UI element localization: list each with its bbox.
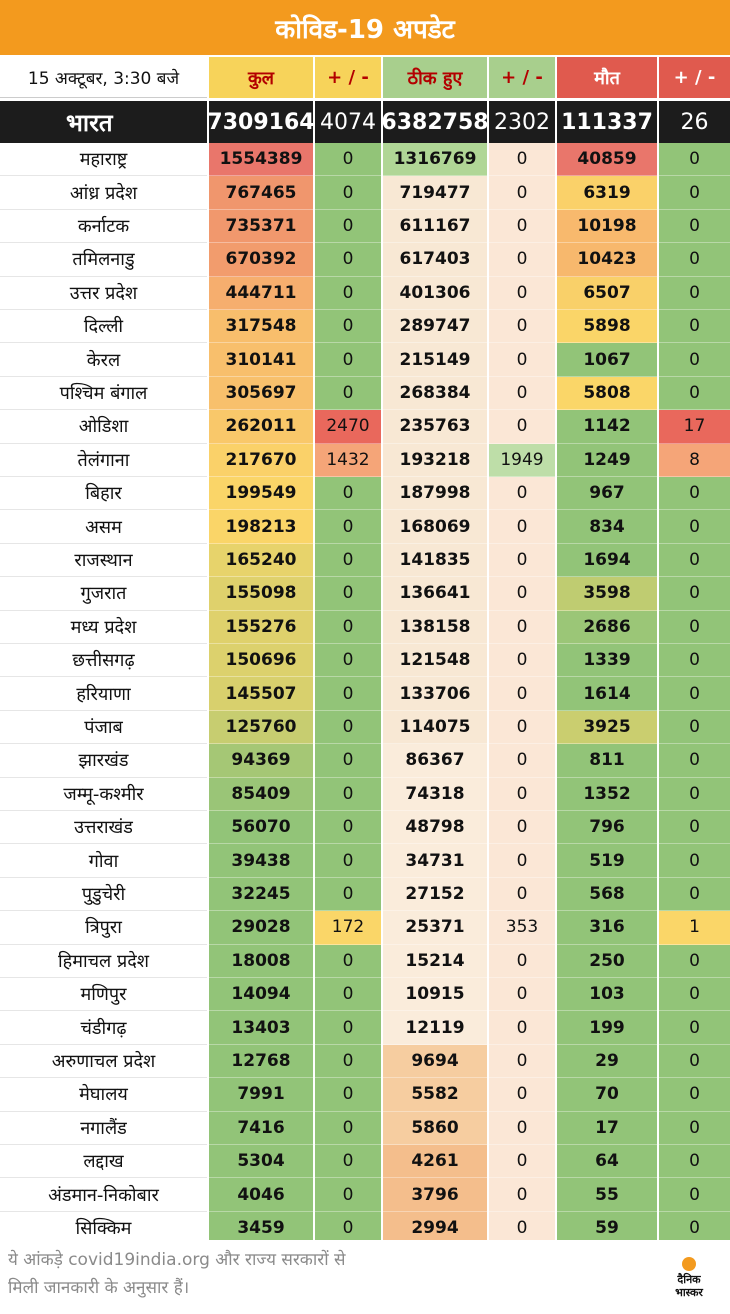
cell-total-change: 0 xyxy=(315,811,381,844)
cell-total: 199549 xyxy=(209,477,313,510)
dainik-bhaskar-logo xyxy=(658,1250,720,1306)
cell-total-change: 0 xyxy=(315,978,381,1011)
cell-recovered-change: 0 xyxy=(489,544,555,577)
header-deaths: मौत xyxy=(557,57,657,98)
logo-line2: भास्कर xyxy=(675,1286,703,1299)
cell-deaths: 103 xyxy=(557,978,657,1011)
cell-total: 3459 xyxy=(209,1212,313,1245)
table-row xyxy=(0,644,730,677)
cell-recovered: 5860 xyxy=(383,1112,487,1145)
cell-total: 305697 xyxy=(209,377,313,410)
cell-deaths-change: 0 xyxy=(659,677,730,710)
cell-deaths: 834 xyxy=(557,510,657,543)
cell-deaths: 64 xyxy=(557,1145,657,1178)
cell-deaths: 10198 xyxy=(557,210,657,243)
cell-recovered: 5582 xyxy=(383,1078,487,1111)
cell-name: तेलंगाना xyxy=(0,444,207,477)
cell-total: 155098 xyxy=(209,577,313,610)
cell-recovered-change: 0 xyxy=(489,1178,555,1211)
table-row xyxy=(0,477,730,510)
cell-deaths: 70 xyxy=(557,1078,657,1111)
cell-recovered-change: 1949 xyxy=(489,444,555,477)
table-row xyxy=(0,611,730,644)
cell-recovered-change: 0 xyxy=(489,844,555,877)
cell-deaths: 17 xyxy=(557,1112,657,1145)
cell-total-change: 0 xyxy=(315,611,381,644)
cell-name: गुजरात xyxy=(0,577,207,610)
cell-total-change: 0 xyxy=(315,711,381,744)
table-row xyxy=(0,343,730,376)
india-recovered: 6382758 xyxy=(383,101,487,143)
cell-recovered: 27152 xyxy=(383,878,487,911)
cell-recovered: 187998 xyxy=(383,477,487,510)
table-row xyxy=(0,778,730,811)
cell-name: छत्तीसगढ़ xyxy=(0,644,207,677)
cell-total: 85409 xyxy=(209,778,313,811)
cell-total-change: 0 xyxy=(315,310,381,343)
cell-recovered-change: 0 xyxy=(489,711,555,744)
cell-deaths: 1352 xyxy=(557,778,657,811)
cell-deaths: 29 xyxy=(557,1045,657,1078)
cell-name: ओडिशा xyxy=(0,410,207,443)
cell-deaths: 568 xyxy=(557,878,657,911)
cell-deaths: 1614 xyxy=(557,677,657,710)
cell-recovered: 289747 xyxy=(383,310,487,343)
cell-recovered: 141835 xyxy=(383,544,487,577)
cell-deaths: 1067 xyxy=(557,343,657,376)
cell-name: लद्दाख xyxy=(0,1145,207,1178)
table-row xyxy=(0,978,730,1011)
cell-total-change: 0 xyxy=(315,1011,381,1044)
cell-total: 7416 xyxy=(209,1112,313,1145)
cell-total-change: 0 xyxy=(315,744,381,777)
cell-recovered-change: 0 xyxy=(489,477,555,510)
cell-recovered: 617403 xyxy=(383,243,487,276)
cell-recovered: 114075 xyxy=(383,711,487,744)
cell-deaths-change: 0 xyxy=(659,611,730,644)
cell-total: 5304 xyxy=(209,1145,313,1178)
cell-deaths-change: 0 xyxy=(659,1178,730,1211)
cell-deaths-change: 0 xyxy=(659,945,730,978)
cell-recovered: 12119 xyxy=(383,1011,487,1044)
table-row xyxy=(0,911,730,944)
cell-recovered-change: 353 xyxy=(489,911,555,944)
cell-recovered: 136641 xyxy=(383,577,487,610)
cell-total: 4046 xyxy=(209,1178,313,1211)
cell-recovered-change: 0 xyxy=(489,945,555,978)
cell-total: 39438 xyxy=(209,844,313,877)
table-row xyxy=(0,577,730,610)
table-row xyxy=(0,377,730,410)
table-row xyxy=(0,210,730,243)
cell-total: 767465 xyxy=(209,176,313,209)
cell-name: उत्तराखंड xyxy=(0,811,207,844)
cell-deaths: 2686 xyxy=(557,611,657,644)
cell-deaths: 6319 xyxy=(557,176,657,209)
cell-deaths-change: 1 xyxy=(659,911,730,944)
cell-total-change: 0 xyxy=(315,510,381,543)
cell-total-change: 0 xyxy=(315,1078,381,1111)
cell-name: मेघालय xyxy=(0,1078,207,1111)
cell-recovered-change: 0 xyxy=(489,310,555,343)
cell-deaths: 199 xyxy=(557,1011,657,1044)
cell-name: हरियाणा xyxy=(0,677,207,710)
cell-total-change: 0 xyxy=(315,1112,381,1145)
cell-deaths-change: 0 xyxy=(659,544,730,577)
header-total: कुल xyxy=(209,57,313,98)
cell-name: असम xyxy=(0,510,207,543)
cell-total-change: 0 xyxy=(315,677,381,710)
cell-total: 32245 xyxy=(209,878,313,911)
cell-name: उत्तर प्रदेश xyxy=(0,277,207,310)
cell-recovered-change: 0 xyxy=(489,744,555,777)
cell-total: 56070 xyxy=(209,811,313,844)
cell-total-change: 1432 xyxy=(315,444,381,477)
cell-total-change: 0 xyxy=(315,377,381,410)
table-row xyxy=(0,176,730,209)
cell-name: त्रिपुरा xyxy=(0,911,207,944)
cell-recovered-change: 0 xyxy=(489,577,555,610)
cell-name: गोवा xyxy=(0,844,207,877)
cell-recovered: 138158 xyxy=(383,611,487,644)
cell-deaths-change: 0 xyxy=(659,644,730,677)
table-row xyxy=(0,310,730,343)
cell-recovered: 9694 xyxy=(383,1045,487,1078)
cell-total-change: 0 xyxy=(315,277,381,310)
cell-name: मणिपुर xyxy=(0,978,207,1011)
table-row xyxy=(0,711,730,744)
table-row xyxy=(0,1145,730,1178)
cell-total: 262011 xyxy=(209,410,313,443)
cell-recovered: 10915 xyxy=(383,978,487,1011)
cell-total: 1554389 xyxy=(209,143,313,176)
cell-recovered: 3796 xyxy=(383,1178,487,1211)
cell-total-change: 0 xyxy=(315,577,381,610)
cell-deaths-change: 0 xyxy=(659,844,730,877)
cell-deaths: 1249 xyxy=(557,444,657,477)
cell-recovered-change: 0 xyxy=(489,1011,555,1044)
cell-total-change: 0 xyxy=(315,844,381,877)
table-row xyxy=(0,143,730,176)
cell-deaths-change: 0 xyxy=(659,811,730,844)
column-header-row xyxy=(0,57,730,98)
cell-deaths: 40859 xyxy=(557,143,657,176)
cell-recovered-change: 0 xyxy=(489,1145,555,1178)
cell-total: 155276 xyxy=(209,611,313,644)
cell-name: आंध्र प्रदेश xyxy=(0,176,207,209)
cell-total: 18008 xyxy=(209,945,313,978)
table-row xyxy=(0,410,730,443)
logo-line1: दैनिक xyxy=(677,1273,701,1286)
cell-total: 12768 xyxy=(209,1045,313,1078)
cell-name: जम्मू-कश्मीर xyxy=(0,778,207,811)
cell-recovered: 268384 xyxy=(383,377,487,410)
cell-deaths-change: 0 xyxy=(659,1145,730,1178)
page-title: कोविड-19 अपडेट xyxy=(0,0,730,55)
table-row xyxy=(0,1045,730,1078)
cell-name: अरुणाचल प्रदेश xyxy=(0,1045,207,1078)
cell-deaths: 6507 xyxy=(557,277,657,310)
table-row xyxy=(0,1178,730,1211)
cell-recovered: 235763 xyxy=(383,410,487,443)
cell-deaths-change: 0 xyxy=(659,377,730,410)
cell-deaths-change: 0 xyxy=(659,277,730,310)
cell-deaths-change: 0 xyxy=(659,1112,730,1145)
sun-icon xyxy=(682,1257,696,1271)
cell-deaths: 5808 xyxy=(557,377,657,410)
cell-recovered-change: 0 xyxy=(489,143,555,176)
cell-recovered: 2994 xyxy=(383,1212,487,1245)
cell-total-change: 172 xyxy=(315,911,381,944)
cell-deaths-change: 0 xyxy=(659,210,730,243)
cell-total: 7991 xyxy=(209,1078,313,1111)
cell-recovered-change: 0 xyxy=(489,611,555,644)
cell-deaths: 1142 xyxy=(557,410,657,443)
cell-total-change: 0 xyxy=(315,644,381,677)
cell-deaths-change: 0 xyxy=(659,711,730,744)
table-row xyxy=(0,744,730,777)
cell-recovered-change: 0 xyxy=(489,210,555,243)
cell-total: 165240 xyxy=(209,544,313,577)
cell-name: तमिलनाडु xyxy=(0,243,207,276)
cell-recovered: 168069 xyxy=(383,510,487,543)
cell-deaths: 5898 xyxy=(557,310,657,343)
cell-deaths: 811 xyxy=(557,744,657,777)
cell-deaths-change: 0 xyxy=(659,1045,730,1078)
cell-total: 444711 xyxy=(209,277,313,310)
cell-deaths-change: 8 xyxy=(659,444,730,477)
cell-name: पंजाब xyxy=(0,711,207,744)
cell-total: 13403 xyxy=(209,1011,313,1044)
cell-deaths: 519 xyxy=(557,844,657,877)
cell-deaths-change: 0 xyxy=(659,176,730,209)
cell-deaths-change: 0 xyxy=(659,1212,730,1245)
cell-deaths-change: 0 xyxy=(659,310,730,343)
cell-total: 317548 xyxy=(209,310,313,343)
cell-total: 735371 xyxy=(209,210,313,243)
cell-deaths: 796 xyxy=(557,811,657,844)
cell-total: 94369 xyxy=(209,744,313,777)
cell-total-change: 0 xyxy=(315,1212,381,1245)
cell-total-change: 0 xyxy=(315,477,381,510)
cell-name: मध्य प्रदेश xyxy=(0,611,207,644)
cell-name: हिमाचल प्रदेश xyxy=(0,945,207,978)
cell-deaths-change: 0 xyxy=(659,577,730,610)
india-deaths-change: 26 xyxy=(659,101,730,143)
cell-recovered: 719477 xyxy=(383,176,487,209)
cell-deaths-change: 0 xyxy=(659,510,730,543)
india-total: 7309164 xyxy=(209,101,313,143)
table-row xyxy=(0,544,730,577)
cell-deaths-change: 0 xyxy=(659,778,730,811)
cell-recovered-change: 0 xyxy=(489,1078,555,1111)
cell-deaths: 3925 xyxy=(557,711,657,744)
table-row xyxy=(0,1112,730,1145)
cell-recovered-change: 0 xyxy=(489,343,555,376)
table-row xyxy=(0,1011,730,1044)
cell-deaths: 250 xyxy=(557,945,657,978)
cell-recovered: 74318 xyxy=(383,778,487,811)
table-row xyxy=(0,945,730,978)
cell-deaths-change: 0 xyxy=(659,143,730,176)
cell-deaths: 316 xyxy=(557,911,657,944)
cell-name: राजस्थान xyxy=(0,544,207,577)
cell-total-change: 0 xyxy=(315,544,381,577)
cell-recovered-change: 0 xyxy=(489,1212,555,1245)
cell-recovered-change: 0 xyxy=(489,978,555,1011)
cell-total-change: 0 xyxy=(315,945,381,978)
cell-recovered-change: 0 xyxy=(489,377,555,410)
cell-deaths-change: 0 xyxy=(659,1078,730,1111)
cell-deaths: 1339 xyxy=(557,644,657,677)
header-total-change: + / - xyxy=(315,57,381,98)
cell-total-change: 0 xyxy=(315,176,381,209)
table-row xyxy=(0,1078,730,1111)
cell-recovered-change: 0 xyxy=(489,176,555,209)
cell-recovered-change: 0 xyxy=(489,1112,555,1145)
header-recovered: ठीक हुए xyxy=(383,57,487,98)
cell-deaths-change: 0 xyxy=(659,744,730,777)
cell-deaths: 1694 xyxy=(557,544,657,577)
cell-total-change: 0 xyxy=(315,778,381,811)
cell-deaths-change: 0 xyxy=(659,343,730,376)
cell-recovered-change: 0 xyxy=(489,510,555,543)
cell-deaths-change: 0 xyxy=(659,978,730,1011)
cell-total: 150696 xyxy=(209,644,313,677)
cell-deaths-change: 0 xyxy=(659,1011,730,1044)
cell-name: नगालैंड xyxy=(0,1112,207,1145)
cell-recovered: 48798 xyxy=(383,811,487,844)
cell-deaths-change: 0 xyxy=(659,477,730,510)
table-row xyxy=(0,844,730,877)
cell-name: बिहार xyxy=(0,477,207,510)
cell-total-change: 0 xyxy=(315,343,381,376)
cell-name: पुडुचेरी xyxy=(0,878,207,911)
table-row xyxy=(0,811,730,844)
source-note-line1: ये आंकड़े covid19india.org और राज्य सरकारों से xyxy=(8,1250,346,1270)
table-row xyxy=(0,243,730,276)
cell-recovered: 25371 xyxy=(383,911,487,944)
india-total-row xyxy=(0,101,730,143)
cell-recovered: 611167 xyxy=(383,210,487,243)
table-row xyxy=(0,277,730,310)
cell-total: 14094 xyxy=(209,978,313,1011)
cell-recovered: 15214 xyxy=(383,945,487,978)
cell-total-change: 0 xyxy=(315,1178,381,1211)
cell-recovered-change: 0 xyxy=(489,410,555,443)
cell-name: अंडमान-निकोबार xyxy=(0,1178,207,1211)
cell-deaths-change: 17 xyxy=(659,410,730,443)
cell-deaths: 55 xyxy=(557,1178,657,1211)
cell-name: झारखंड xyxy=(0,744,207,777)
cell-name: सिक्किम xyxy=(0,1212,207,1245)
cell-deaths: 59 xyxy=(557,1212,657,1245)
cell-total: 125760 xyxy=(209,711,313,744)
header-recovered-change: + / - xyxy=(489,57,555,98)
cell-recovered-change: 0 xyxy=(489,1045,555,1078)
footer xyxy=(0,1240,730,1314)
cell-name: दिल्ली xyxy=(0,310,207,343)
cell-total: 29028 xyxy=(209,911,313,944)
cell-total-change: 2470 xyxy=(315,410,381,443)
table-row xyxy=(0,510,730,543)
cell-name: पश्चिम बंगाल xyxy=(0,377,207,410)
cell-recovered: 1316769 xyxy=(383,143,487,176)
cell-total-change: 0 xyxy=(315,1145,381,1178)
cell-recovered: 215149 xyxy=(383,343,487,376)
cell-recovered-change: 0 xyxy=(489,677,555,710)
cell-name: केरल xyxy=(0,343,207,376)
cell-recovered-change: 0 xyxy=(489,277,555,310)
cell-recovered: 34731 xyxy=(383,844,487,877)
table-row xyxy=(0,878,730,911)
cell-total: 310141 xyxy=(209,343,313,376)
cell-recovered: 133706 xyxy=(383,677,487,710)
cell-recovered-change: 0 xyxy=(489,243,555,276)
source-note xyxy=(8,1246,488,1302)
cell-deaths: 10423 xyxy=(557,243,657,276)
cell-recovered-change: 0 xyxy=(489,811,555,844)
cell-recovered-change: 0 xyxy=(489,878,555,911)
cell-total-change: 0 xyxy=(315,243,381,276)
source-note-line2: मिली जानकारी के अनुसार हैं। xyxy=(8,1278,190,1298)
cell-total-change: 0 xyxy=(315,210,381,243)
cell-total: 198213 xyxy=(209,510,313,543)
cell-recovered-change: 0 xyxy=(489,778,555,811)
cell-deaths-change: 0 xyxy=(659,243,730,276)
cell-total-change: 0 xyxy=(315,143,381,176)
india-total-change: 4074 xyxy=(315,101,381,143)
table-row xyxy=(0,677,730,710)
cell-total: 217670 xyxy=(209,444,313,477)
india-deaths: 111337 xyxy=(557,101,657,143)
cell-recovered: 4261 xyxy=(383,1145,487,1178)
cell-recovered: 121548 xyxy=(383,644,487,677)
cell-deaths-change: 0 xyxy=(659,878,730,911)
cell-recovered: 193218 xyxy=(383,444,487,477)
cell-recovered: 401306 xyxy=(383,277,487,310)
date-label: 15 अक्टूबर, 3:30 बजे xyxy=(0,57,207,98)
cell-total-change: 0 xyxy=(315,1045,381,1078)
cell-recovered: 86367 xyxy=(383,744,487,777)
cell-deaths: 3598 xyxy=(557,577,657,610)
india-recovered-change: 2302 xyxy=(489,101,555,143)
cell-deaths: 967 xyxy=(557,477,657,510)
cell-total-change: 0 xyxy=(315,878,381,911)
cell-name: चंडीगढ़ xyxy=(0,1011,207,1044)
cell-name: महाराष्ट्र xyxy=(0,143,207,176)
cell-total: 145507 xyxy=(209,677,313,710)
cell-total: 670392 xyxy=(209,243,313,276)
cell-recovered-change: 0 xyxy=(489,644,555,677)
cell-name: कर्नाटक xyxy=(0,210,207,243)
table-row xyxy=(0,444,730,477)
india-label: भारत xyxy=(0,101,207,143)
header-deaths-change: + / - xyxy=(659,57,730,98)
